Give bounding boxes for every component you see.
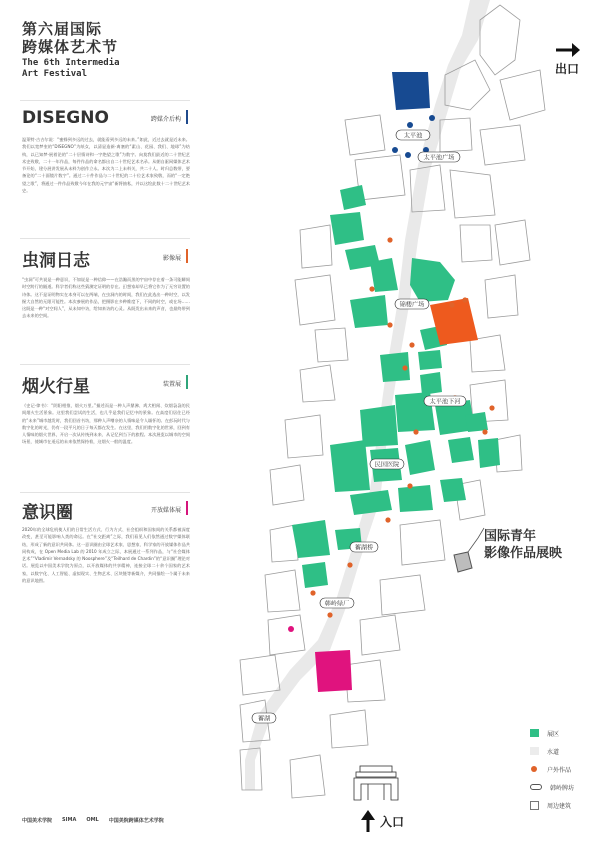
exhibit-block[interactable]	[405, 440, 435, 475]
title-en-line2: Art Festival	[22, 69, 88, 79]
exhibit-block[interactable]	[465, 412, 488, 432]
exhibit-block[interactable]	[302, 562, 328, 588]
exhibit-block[interactable]	[370, 258, 398, 292]
outdoor-work-dot	[385, 517, 390, 522]
section-text: 《史记·律书》：“阴阳相推，烟火万里。”描述而是一种人声鼎沸、鸡犬相闻、炊烟袅袅的民间烟火生活景象。这里我们尝试的生活，也几乎是我们记忆中的景象。在高度们居住已经的“未来”城市越发时，我们回首书坊，那种人声嘈杂的人情味是令人缅怀的。在彭玩时代与数字化的时光，仍有一段平凡的日子每天都在发生。在这里，我们用数字化的世界，回到有人情味的烟火世界，开启一次从传统到未来、从记忆到当下的旅程。本次展览以城市的空间场景，使城市在遥远的未来依然保持着，这烟火一般的温度。	[22, 403, 190, 445]
section-title-disegno: DISEGNO	[22, 108, 109, 128]
exhibit-block[interactable]	[478, 438, 500, 468]
legend-label: 周边建筑	[547, 802, 572, 810]
outdoor-work-dot	[489, 405, 494, 410]
exhibit-block[interactable]	[350, 490, 392, 515]
sponsor-logos	[22, 814, 202, 826]
logo-oml: OML	[86, 817, 99, 823]
entry-arrow-icon	[361, 810, 375, 832]
screening-site[interactable]	[454, 552, 472, 572]
exhibit-block[interactable]	[292, 520, 330, 558]
outdoor-work-dot	[347, 562, 352, 567]
section-color-bar	[186, 249, 188, 263]
outdoor-work-dot	[482, 429, 487, 434]
exit-arrow-icon	[556, 43, 580, 57]
building-outline-icon	[530, 801, 539, 810]
callout-leader	[468, 528, 484, 552]
legend-label: 展区	[547, 730, 560, 738]
exhibit-block[interactable]	[330, 440, 370, 492]
logo-sima: SIMA	[62, 817, 77, 823]
section-tag: 影像展	[162, 255, 181, 262]
place-label: 民国医院	[374, 461, 400, 469]
divider	[20, 364, 190, 365]
section-text: 温莱特·古吉尔说：“蜜蜂到多远的过去，就能看到多远的未来。”如此，近过去就是近未来。我们以宽梦室的“DISEGNO”为纸女，以清显造新·离塞的“素山、花园、我们、地球”为结构，以已知梦·展着论的“二十层情诗和一字绝望之歌”为数字。向莫我们最近的二十世纪艺术史致敬，二十一年作品，每件作品的命名都出自二十世纪艺术名录。从朝自驱网媒体艺术节开始，建分展讲发展从未料为创作立永。本次为二上未料关，共二十人。时归总数带，要备论的“二十面镜片数字”。通过二十件作品与二十世纪的二十位艺术家致敬，而的“一定绝望之歌”，将通过一件作品致敬今年在我的元宇宙“新将抽私，并以这绘此数十二十世纪艺术史。	[22, 137, 190, 194]
legend-item-buildings	[530, 796, 600, 814]
exhibit-block[interactable]	[350, 295, 388, 328]
gate-icon	[354, 766, 398, 800]
legend-item-outdoor	[530, 760, 600, 778]
magenta-dot	[288, 626, 294, 632]
legend-item-gate	[530, 778, 600, 796]
title-en-line1: The 6th Intermedia	[22, 58, 120, 68]
exhibit-block[interactable]	[448, 437, 474, 463]
screening-callout	[484, 528, 562, 562]
blue-dot	[429, 115, 435, 121]
outdoor-work-dot	[449, 302, 454, 307]
logo-caa: 中国美术学院	[22, 817, 53, 824]
exhibit-block[interactable]	[410, 258, 455, 302]
outdoor-work-dot	[413, 429, 418, 434]
callout-line1: 国际青年	[484, 529, 537, 544]
place-label: 太平池	[403, 132, 423, 140]
divider	[20, 100, 190, 101]
water-swatch	[530, 747, 539, 755]
legend-label: 韩岭牌坊	[550, 784, 575, 792]
entry-label: 入口	[380, 815, 405, 829]
outdoor-dot-icon	[531, 766, 537, 772]
outdoor-work-dot	[387, 237, 392, 242]
exhibit-block[interactable]	[420, 372, 442, 395]
section-tag: 开放媒体展	[150, 507, 181, 514]
legend-item-water	[530, 742, 600, 760]
exhibit-block[interactable]	[340, 185, 366, 210]
info-panel	[0, 0, 205, 852]
outdoor-work-dot	[462, 297, 467, 302]
legend-item-exhibit	[530, 724, 600, 742]
title-zh-line1: 第六届国际	[22, 20, 103, 38]
section-title-noosphere: 意识圈	[22, 503, 73, 523]
outdoor-work-dot	[402, 365, 407, 370]
exhibit-zones	[292, 185, 500, 588]
legend-label: 户外作品	[547, 766, 572, 774]
water-channel	[245, 0, 490, 790]
outdoor-work-dot	[407, 483, 412, 488]
place-label: 锦楼广场	[399, 301, 425, 309]
logo-intermedia: 中国美院跨媒体艺术学院	[108, 817, 164, 824]
outdoor-work-dot	[369, 286, 374, 291]
section-color-bar	[186, 501, 188, 515]
place-label: 韩岭绿厂	[324, 600, 350, 608]
outdoor-work-dot	[310, 590, 315, 595]
callout-line2: 影像作品展映	[484, 546, 563, 561]
blue-dot	[407, 122, 413, 128]
exhibit-block[interactable]	[398, 485, 433, 512]
place-label: 蓄湖	[257, 715, 271, 723]
blue-dot	[405, 152, 411, 158]
exhibit-block[interactable]	[330, 212, 364, 245]
divider	[20, 238, 190, 239]
title-zh-line2: 跨媒体艺术节	[22, 38, 119, 56]
section-color-bar	[186, 110, 188, 124]
section-text: “虫洞”可共说是一种意识，不如说是一种信仰——在浩瀚而黑的宇宙中存在着一条可能瞬间时空跨行的隧道。科学者们称这些猜测定证明的存在。幻想家却早已将它作为了无穷设置的诗体。这不是证明物实在本身可以在两端，在虫洞内的时间，我们在此选出一种时空，以发掘大自然的无限可能性。本次参展的作品，把摄影在多种维度下，不同的时空，或在场……这既是一种“对空间人”，从未知中访，给知来访的心灵。从既发出未来的声音，也最终带到去未来的空间。	[22, 277, 190, 319]
exhibit-block[interactable]	[418, 350, 442, 370]
legend-label: 水道	[547, 748, 560, 756]
place-label: 太平池广场	[423, 154, 455, 162]
map-legend	[530, 724, 600, 814]
section-title-wormhole: 虫洞日志	[22, 251, 90, 271]
festival-title-zh	[22, 20, 118, 56]
disegno-pavilion[interactable]	[392, 72, 430, 110]
divider	[20, 492, 190, 493]
exhibit-swatch	[530, 729, 539, 737]
outdoor-work-dot	[387, 322, 392, 327]
section-title-fireworks: 烟火行星	[22, 377, 90, 397]
exhibit-block[interactable]	[360, 405, 398, 447]
section-tag: 装置展	[162, 381, 181, 388]
blue-dot	[392, 147, 398, 153]
section-color-bar	[186, 375, 188, 389]
outdoor-work-dot	[327, 612, 332, 617]
section-text: 2020年的全球危机使人们的日常生活方式、行为方式、社会组织和国家间的关系都被深度改变，甚至可能影响人类的命运。在“社交距离”之际，我们看见人们依然通过数字媒体联结，形成了新的意识共同体。这一意识圈由全球艺术家、思想家、科学家的开放媒体作品共同构成，在 Open Media Lab 的 2010 年成立之际，本展通过一系列作品，与“社会媒体艺术”“Vladimir Vernadsky 的 Noosphere”及“Teilhard de Chardin”的“意识圈”理论对话。展览以中国美术学院为原点，以开放媒体的共享精神，连接全球二十余个国家的艺术家，以数字化、人工智能、虚拟现实、生物艺术、区块链等新媒介，共同描绘一个属于未来的意识地图。	[22, 527, 190, 584]
festival-title-en	[22, 58, 120, 80]
gate-icon	[530, 784, 542, 790]
place-label: 蓄湖桥	[354, 544, 374, 552]
noosphere-pavilion[interactable]	[315, 650, 352, 692]
exhibit-block[interactable]	[440, 478, 466, 502]
outdoor-work-dot	[409, 342, 414, 347]
exit-label: 出口	[555, 62, 580, 76]
section-tag: 跨媒介后构	[150, 116, 181, 123]
place-label: 太平池下河	[429, 398, 461, 406]
